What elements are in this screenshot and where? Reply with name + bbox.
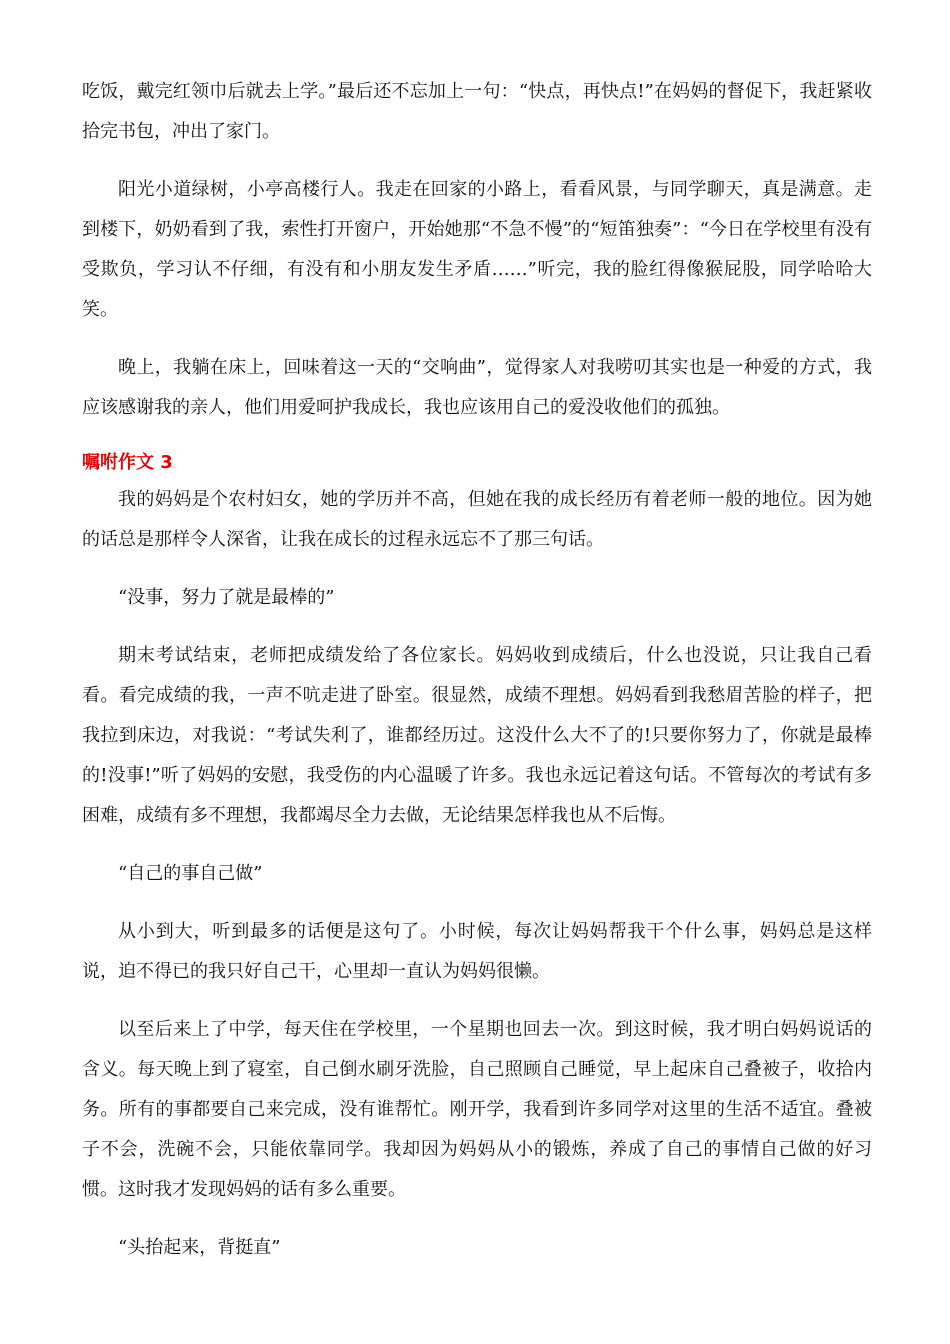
quote-line-3: “头抬起来，背挺直” xyxy=(118,1237,281,1258)
paragraph-school: 以至后来上了中学，每天住在学校里，一个星期也回去一次。到这时候，我才明白妈妈说话的含义。每天晚上到了寝室，自己倒水刷牙洗脸，自己照顾自己睡觉，早上起床自己叠被子，收拾内务。所有的事都要自己来完成，没有谁帮忙。刚开学，我看到许多同学对这里的生活不适宜。叠被子不会，洗碗不会，只能依靠同学。我却因为妈妈从小的锻炼，养成了自己的事情自己做的好习惯。这时我才发现妈妈的话有多么重要。 xyxy=(82,1019,872,1200)
paragraph-exam: 期末考试结束，老师把成绩发给了各位家长。妈妈收到成绩后，什么也没说，只让我自己看看。看完成绩的我，一声不吭走进了卧室。很显然，成绩不理想。妈妈看到我愁眉苦脸的样子，把我拉到床边，对我说：“考试失利了，谁都经历过。这没什么大不了的!只要你努力了，你就是最棒的!没事!”听了妈妈的安慰，我受伤的内心温暖了许多。我也永远记着这句话。不管每次的考试有多困难，成绩有多不理想，我都竭尽全力去做，无论结果怎样我也从不后悔。 xyxy=(82,645,872,826)
paragraph-continued: 吃饭，戴完红领巾后就去上学。”最后还不忘加上一句：“快点，再快点!”在妈妈的督促下，我赶紧收拾完书包，冲出了家门。 xyxy=(82,81,872,142)
quote-line-1: “没事，努力了就是最棒的” xyxy=(118,587,335,608)
quote-line-2: “自己的事自己做” xyxy=(118,863,263,884)
paragraph-childhood: 从小到大，听到最多的话便是这句了。小时候，每次让妈妈帮我干个什么事，妈妈总是这样说，迫不得已的我只好自己干，心里却一直认为妈妈很懒。 xyxy=(82,921,872,982)
paragraph-walk-home: 阳光小道绿树，小亭高楼行人。我走在回家的小路上，看看风景，与同学聊天，真是满意。走到楼下，奶奶看到了我，索性打开窗户，开始她那“不急不慢”的“短笛独奏”：“今日在学校里有没有受欺负，学习认不仔细，有没有和小朋友发生矛盾……”听完，我的脸红得像猴屁股，同学哈哈大笑。 xyxy=(82,179,872,320)
paragraph-intro: 我的妈妈是个农村妇女，她的学历并不高，但她在我的成长经历有着老师一般的地位。因为她的话总是那样令人深省，让我在成长的过程永远忘不了那三句话。 xyxy=(82,489,872,550)
paragraph-evening: 晚上，我躺在床上，回味着这一天的“交响曲”，觉得家人对我唠叨其实也是一种爱的方式，我应该感谢我的亲人，他们用爱呵护我成长，我也应该用自己的爱没收他们的孤独。 xyxy=(82,357,872,418)
section-heading: 嘱咐作文 3 xyxy=(82,452,173,473)
document-page xyxy=(82,72,872,1286)
